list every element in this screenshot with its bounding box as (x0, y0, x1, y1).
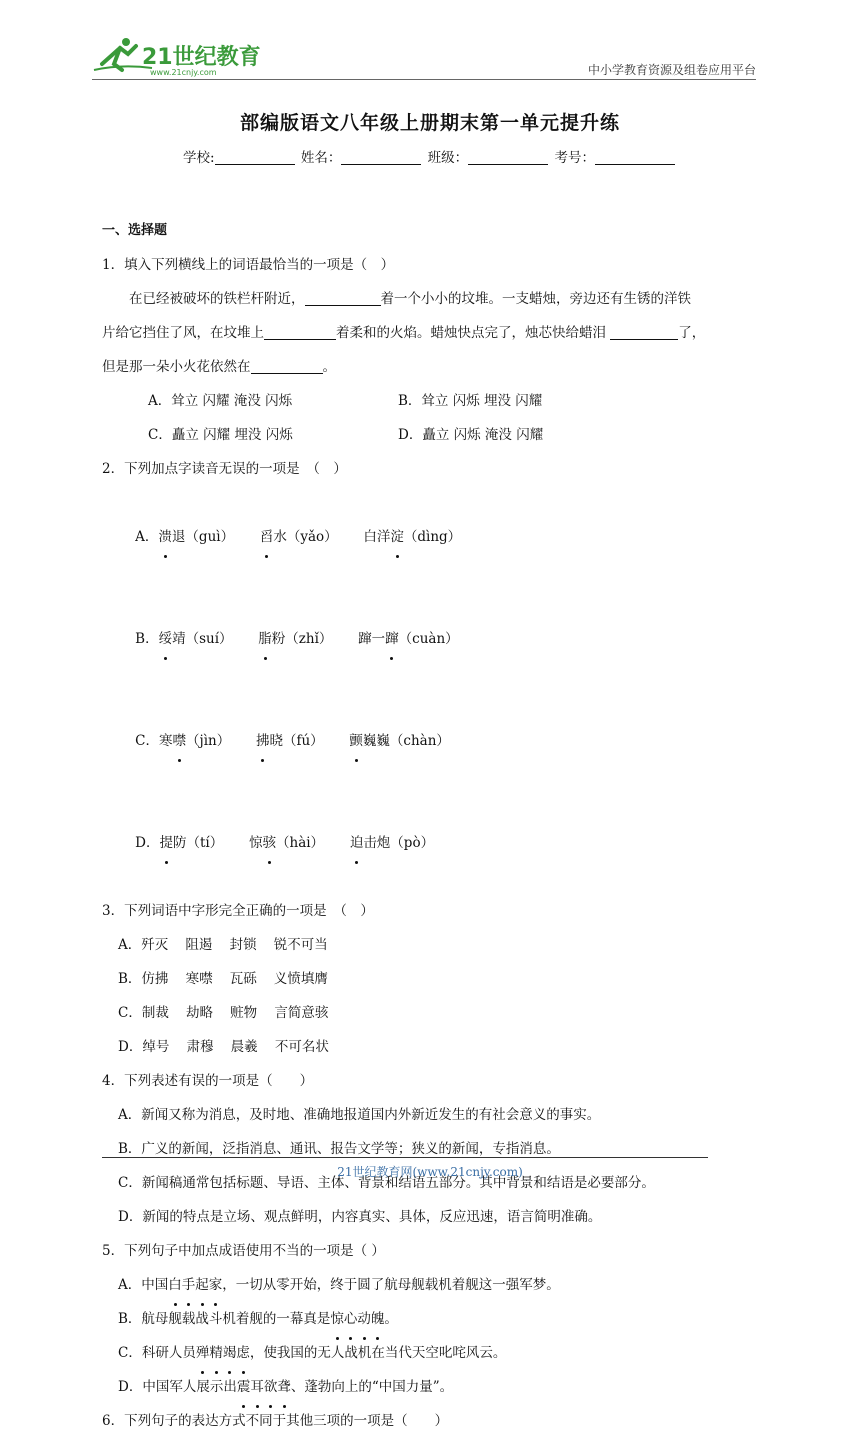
dotted-char: 欲 (264, 1370, 278, 1404)
logo-text: 21世纪教育 (142, 45, 261, 70)
name-label: 姓名： (300, 150, 342, 166)
question-6-stem: 6．下列句子的表达方式不同于其他三项的一项是（ ） (102, 1413, 449, 1429)
question-3-stem: 3．下列词语中字形完全正确的一项是 （ ） (102, 903, 374, 919)
q4-option-c[interactable]: C．新闻稿通常包括标题、导语、主体、背景和结语五部分。其中背景和结语是必要部分。 (118, 1175, 655, 1191)
question-1-passage: 在已经被破坏的铁栏杆附近， 着一个小小的坟堆。一支蜡烛，旁边还有生锈的洋铁 (129, 291, 691, 307)
dotted-idiom (330, 1311, 384, 1327)
passage-blank-4 (251, 359, 323, 374)
q3-option-d[interactable]: D．绰号 肃穆 晨羲 不可名状 (118, 1039, 329, 1055)
question-content (102, 214, 760, 1438)
dotted-char: 竭 (223, 1336, 237, 1370)
q4-option-b[interactable]: B．广义的新闻，泛指消息、通讯、报告文学等；狭义的新闻，专指消息。 (118, 1141, 560, 1157)
q3-option-b[interactable]: B．仿拂 寒噤 瓦砾 义愤填膺 (118, 971, 328, 987)
school-blank[interactable] (215, 150, 295, 165)
header-platform-text: 中小学教育资源及组卷应用平台 (587, 63, 756, 77)
dotted-idiom (237, 1379, 291, 1395)
q2-option-d[interactable]: D．提防（tí） 惊骇（hài） 迫击炮（pò） (118, 792, 760, 894)
dotted-char: 心 (344, 1302, 358, 1336)
school-label: 学校: (183, 150, 215, 166)
question-1-stem: 1．填入下列横线上的词语最恰当的一项是（ ） (102, 257, 395, 273)
dotted-idiom (196, 1345, 250, 1361)
number-label: 考号： (554, 150, 595, 166)
dotted-char: 聋 (277, 1370, 291, 1404)
passage-blank-1 (305, 291, 381, 306)
section-heading: 一、选择题 (102, 223, 168, 238)
dotted-char: 精 (209, 1336, 223, 1370)
q5-option-d[interactable]: D．中国军人展示出震耳欲聋、蓬勃向上的“中国力量”。 (118, 1370, 760, 1404)
dotted-char: 起 (195, 1268, 209, 1302)
page-title: 部编版语文八年级上册期末第一单元提升练 (239, 112, 620, 134)
name-blank[interactable] (341, 150, 421, 165)
number-blank[interactable] (595, 150, 675, 165)
dotted-char: 耳 (250, 1370, 264, 1404)
dotted-char: 手 (182, 1268, 196, 1302)
q4-option-a[interactable]: A．新闻又称为消息，及时地、准确地报道国内外新近发生的有社会意义的事实。 (118, 1107, 601, 1123)
dotted-char: 动 (357, 1302, 371, 1336)
q1-option-d[interactable]: D．矗立 闪烁 淹没 闪耀 (398, 427, 544, 443)
question-2-stem: 2．下列加点字读音无误的一项是 （ ） (102, 461, 347, 477)
footer-site-link[interactable]: 21世纪教育网(www.21cnjy.com) (337, 1165, 523, 1179)
passage-blank-3 (610, 325, 678, 340)
question-5-stem: 5．下列句子中加点成语使用不当的一项是（ ） (102, 1243, 385, 1259)
question-1-options-row2 (148, 418, 760, 452)
dotted-char: 魄 (371, 1302, 385, 1336)
question-1-passage-line2: 片给它挡住了风，在坟堆上 着柔和的火焰。蜡烛快点完了，烛芯快给蜡泪 了， (102, 325, 706, 341)
q1-option-c[interactable]: C．矗立 闪耀 埋没 闪烁 (148, 427, 293, 443)
q2-option-c[interactable]: C．寒噤（jìn） 拂晓（fú） 颤巍巍（chàn） (118, 690, 760, 792)
q2-option-a[interactable]: A．溃退（guì） 舀水（yǎo） 白洋淀（dìng） (118, 486, 760, 588)
class-blank[interactable] (468, 150, 548, 165)
class-label: 班级： (427, 150, 469, 166)
logo-url: www.21cnjy.com (150, 68, 217, 77)
q1-option-b[interactable]: B．耸立 闪烁 埋没 闪耀 (398, 393, 543, 409)
q5-option-c[interactable]: C．科研人员殚精竭虑，使我国的无人战机在当代天空叱咤风云。 (118, 1336, 760, 1370)
q5-option-a[interactable]: A．中国白手起家，一切从零开始，终于圆了航母舰载机着舰这一强军梦。 (118, 1268, 760, 1302)
dotted-char: 白 (168, 1268, 182, 1302)
question-4-stem: 4．下列表述有误的一项是（ ） (102, 1073, 314, 1089)
footer-divider (102, 1157, 708, 1158)
q1-option-a[interactable]: A．耸立 闪耀 淹没 闪烁 (148, 393, 293, 409)
question-1-passage-line3: 但是那一朵小火花依然在 。 (102, 359, 336, 375)
dotted-idiom (168, 1277, 222, 1293)
question-1-options-row1 (148, 384, 760, 418)
dotted-char: 家 (209, 1268, 223, 1302)
dotted-char: 震 (237, 1370, 251, 1404)
passage-blank-2 (264, 325, 336, 340)
q3-option-a[interactable]: A．歼灭 阻遏 封锁 锐不可当 (118, 937, 328, 953)
q3-option-c[interactable]: C．制裁 劫略 赃物 言简意骇 (118, 1005, 329, 1021)
dotted-char: 惊 (330, 1302, 344, 1336)
site-logo (92, 34, 267, 78)
q5-option-b[interactable]: B．航母舰载战斗机着舰的一幕真是惊心动魄。 (118, 1302, 760, 1336)
dotted-char: 殚 (196, 1336, 210, 1370)
student-info-line (0, 146, 860, 166)
dotted-char: 虑 (236, 1336, 250, 1370)
header-divider (92, 79, 756, 80)
q2-option-b[interactable]: B．绥靖（suí） 脂粉（zhǐ） 蹿一蹿（cuàn） (118, 588, 760, 690)
q4-option-d[interactable]: D．新闻的特点是立场、观点鲜明，内容真实、具体，反应迅速，语言简明准确。 (118, 1209, 602, 1225)
